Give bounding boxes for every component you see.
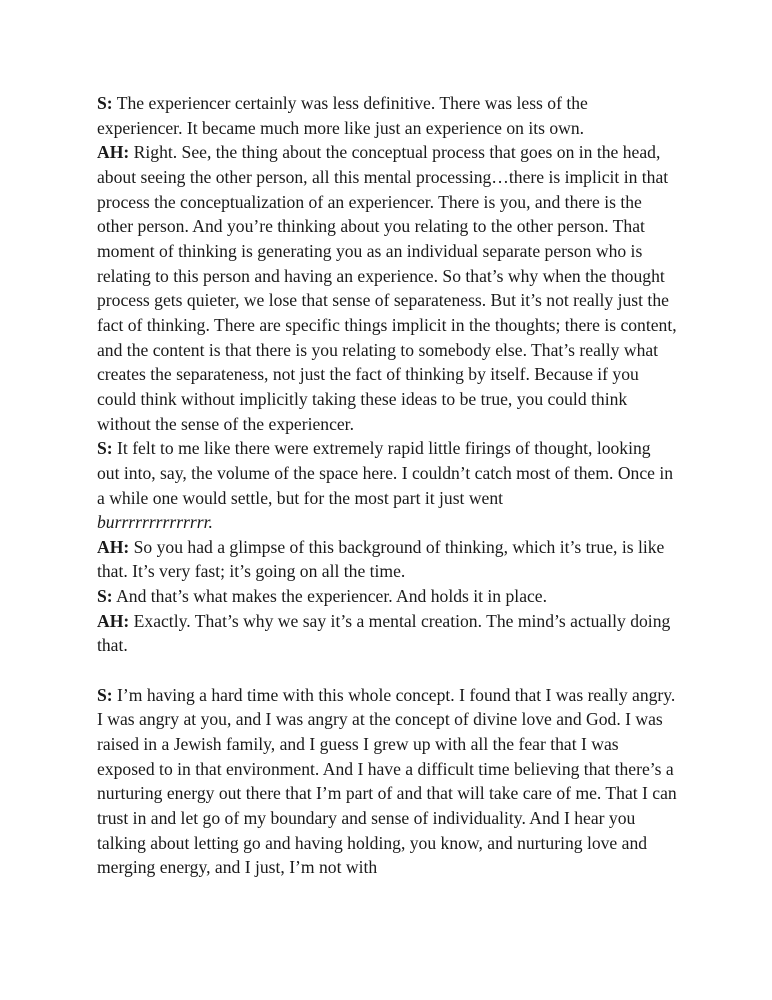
dialogue-paragraph bbox=[97, 535, 677, 584]
dialogue-paragraph bbox=[97, 140, 677, 436]
speaker-label: S: bbox=[97, 684, 113, 705]
dialogue-paragraph bbox=[97, 609, 677, 658]
dialogue-text: And that’s what makes the experiencer. And holds it in place. bbox=[112, 586, 548, 607]
document-page bbox=[97, 91, 677, 880]
dialogue-paragraph bbox=[97, 584, 677, 609]
dialogue-text: I’m having a hard time with this whole concept. I found that I was really angry. I was angry at you, and I was angry at the concept of divine love and God. I was raised in a Jewish family, and I guess I grew up with all the fear that I was exposed to in that environment. And I have a difficult time believing that there’s a nurturing energy out there that I’m part of and that will take care of me. That I can trust in and let go of my boundary and sense of individuality. And I hear you talking about letting go and having holding, you know, and nurturing love and merging energy, and I just, I’m not with bbox=[97, 684, 677, 878]
emphasized-text: burrrrrrrrrrrrrr. bbox=[97, 512, 213, 533]
section-spacer bbox=[97, 658, 677, 683]
speaker-label: S: bbox=[97, 586, 113, 607]
dialogue-paragraph bbox=[97, 683, 677, 880]
speaker-label: AH: bbox=[97, 610, 130, 631]
dialogue-text: Exactly. That’s why we say it’s a mental creation. The mind’s actually doing that. bbox=[97, 610, 671, 656]
dialogue-text: So you had a glimpse of this background of thinking, which it’s true, is like that. It’s very fast; it’s going on all the time. bbox=[97, 536, 665, 582]
dialogue-text: Right. See, the thing about the conceptual process that goes on in the head, about seeing the other person, all this mental processing…there is implicit in that process the conceptualization of an experiencer. There is you, and there is the other person. And you’re thinking about you relating to the other person. That moment of thinking is generating you as an individual separate person who is relating to this person and having an experience. So that’s why when the thought process gets quieter, we lose that sense of separateness. But it’s not really just the fact of thinking. There are specific things implicit in the thoughts; there is content, and the content is that there is you relating to somebody else. That’s really what creates the separateness, not just the fact of thinking by itself. Because if you could think without implicitly taking these ideas to be true, you could think without the sense of the experiencer. bbox=[97, 142, 677, 434]
speaker-label: S: bbox=[97, 93, 113, 113]
speaker-label: S: bbox=[97, 438, 113, 459]
dialogue-text: It felt to me like there were extremely rapid little firings of thought, looking out into, say, the volume of the space here. I couldn’t catch most of them. Once in a while one would settle, but for the most part it just went bbox=[97, 438, 674, 508]
dialogue-paragraph bbox=[97, 91, 677, 140]
dialogue-paragraph bbox=[97, 436, 677, 535]
speaker-label: AH: bbox=[97, 142, 130, 163]
dialogue-text: The experiencer certainly was less definitive. There was less of the experiencer. It became much more like just an experience on its own. bbox=[97, 93, 588, 138]
speaker-label: AH: bbox=[97, 536, 130, 557]
